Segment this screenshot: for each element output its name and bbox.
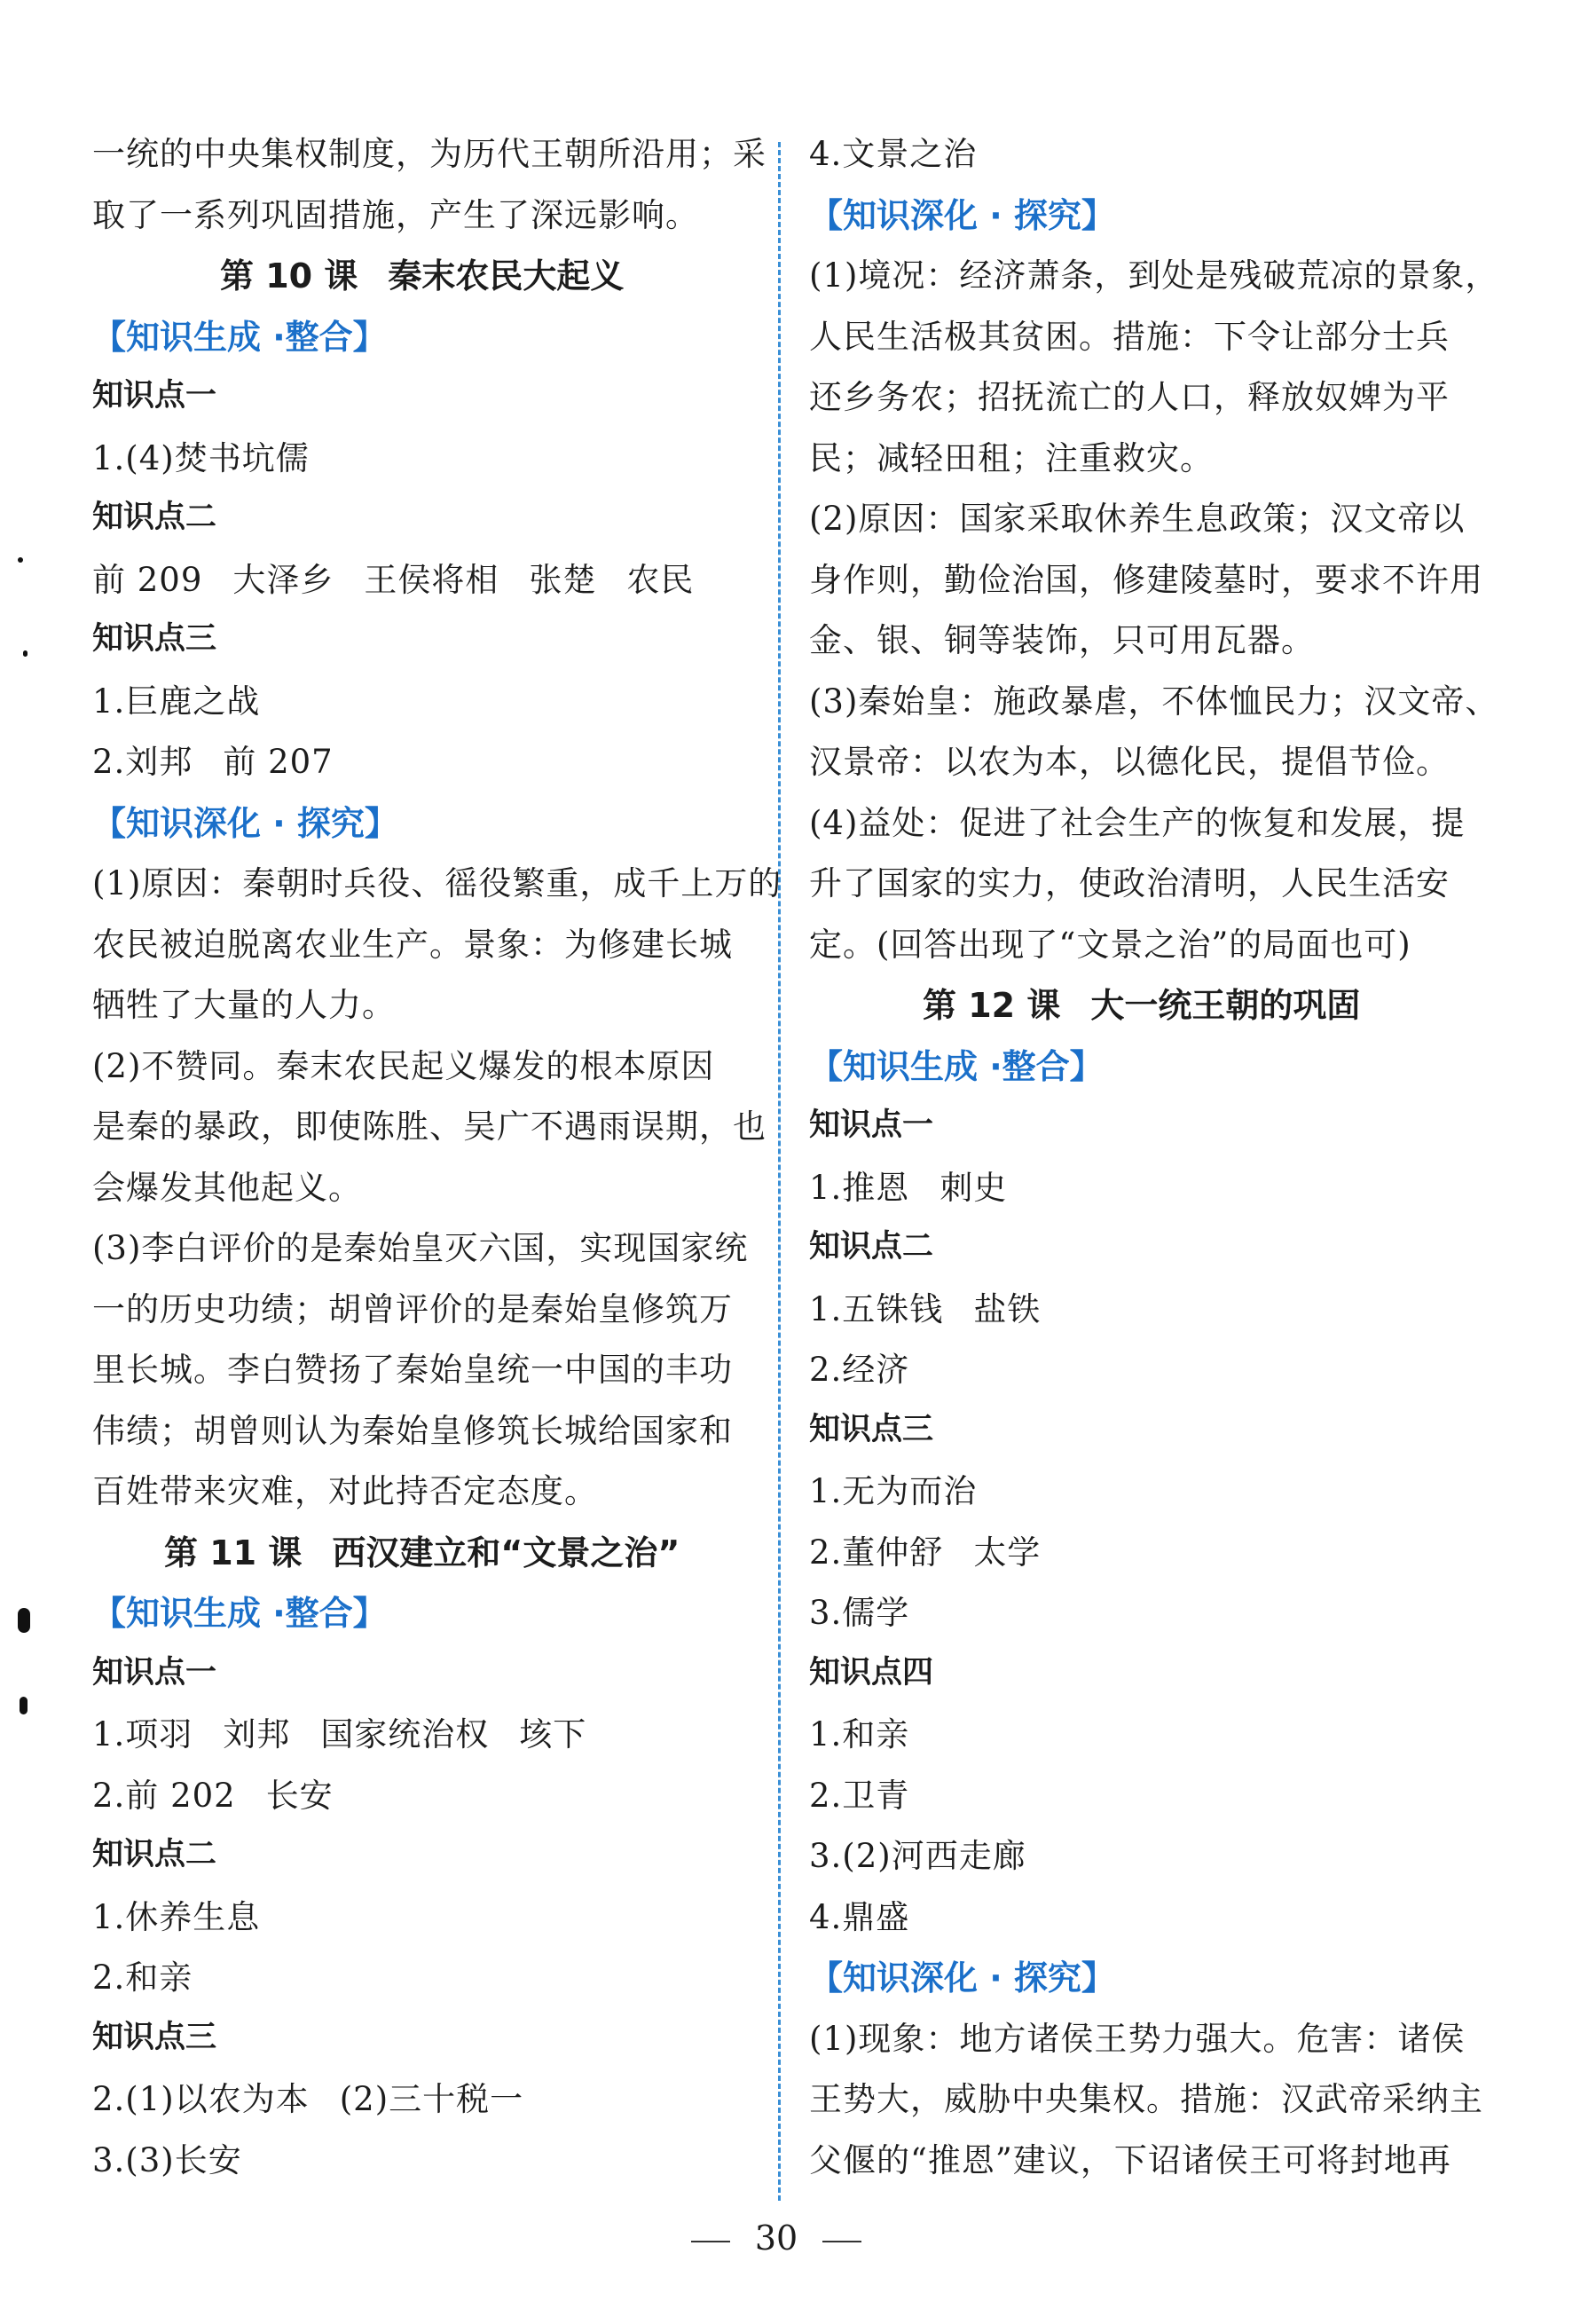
text-line: 一统的中央集权制度，为历代王朝所沿用；采 bbox=[92, 135, 767, 173]
lesson-number: 第 10 课 bbox=[220, 256, 358, 296]
lesson-name: 秦末农民大起义 bbox=[388, 256, 625, 296]
text-line: 取了一系列巩固措施，产生了深远影响。 bbox=[92, 196, 699, 234]
knowledge-point-heading: 知识点三 bbox=[809, 1412, 934, 1447]
answer-line bbox=[809, 1290, 1042, 1328]
text-line: 1.(4)焚书坑儒 bbox=[92, 439, 310, 477]
knowledge-point-heading: 知识点二 bbox=[92, 1837, 217, 1872]
answer-item: 大泽乡 bbox=[232, 561, 334, 599]
text-line: 4.鼎盛 bbox=[809, 1898, 910, 1936]
section-heading: 【知识生成 ·整合】 bbox=[92, 1594, 387, 1633]
text-line: 里长城。李白赞扬了秦始皇统一中国的丰功 bbox=[92, 1351, 733, 1389]
text-line: 2.经济 bbox=[809, 1351, 910, 1389]
text-line: 身作则，勤俭治国，修建陵墓时，要求不许用 bbox=[809, 561, 1483, 599]
section-heading: 【知识深化 · 探究】 bbox=[809, 1958, 1115, 1998]
answer-line bbox=[809, 1169, 1008, 1207]
knowledge-point-heading: 知识点一 bbox=[92, 1655, 217, 1690]
knowledge-point-heading: 知识点四 bbox=[809, 1655, 934, 1690]
lesson-number: 第 12 课 bbox=[923, 986, 1061, 1025]
answer-item: 1.五铢钱 bbox=[809, 1290, 944, 1328]
text-line: 汉景帝：以农为本，以德化民，提倡节俭。 bbox=[809, 743, 1450, 781]
text-line: 金、银、铜等装饰，只可用瓦器。 bbox=[809, 621, 1315, 659]
text-line: 升了国家的实力，使政治清明，人民生活安 bbox=[809, 864, 1450, 902]
answer-item: 1.项羽 bbox=[92, 1715, 193, 1753]
text-line: 王势大，威胁中央集权。措施：汉武帝采纳主 bbox=[809, 2080, 1483, 2118]
scan-mark bbox=[18, 1608, 30, 1633]
text-line: 会爆发其他起义。 bbox=[92, 1169, 362, 1207]
section-heading: 【知识深化 · 探究】 bbox=[809, 196, 1115, 235]
knowledge-point-heading: 知识点二 bbox=[809, 1229, 934, 1265]
lesson-title bbox=[164, 1533, 680, 1572]
answer-item: 2.(1)以农为本 bbox=[92, 2080, 310, 2118]
knowledge-point-heading: 知识点三 bbox=[92, 621, 217, 657]
answer-item: 刺史 bbox=[940, 1169, 1008, 1207]
answer-line bbox=[92, 743, 334, 781]
lesson-name: 西汉建立和“文景之治” bbox=[332, 1533, 680, 1572]
text-line: 2.卫青 bbox=[809, 1777, 910, 1815]
answer-item: 垓下 bbox=[519, 1715, 587, 1753]
answer-line bbox=[92, 2080, 524, 2118]
answer-item: 刘邦 bbox=[223, 1715, 291, 1753]
text-line: (1)现象：地方诸侯王势力强大。危害：诸侯 bbox=[809, 2020, 1466, 2058]
text-line: (4)益处：促进了社会生产的恢复和发展，提 bbox=[809, 804, 1466, 842]
answer-item: 太学 bbox=[973, 1533, 1042, 1572]
section-heading: 【知识生成 ·整合】 bbox=[809, 1047, 1104, 1086]
answer-item: 2.前 202 bbox=[92, 1777, 236, 1815]
text-line: 1.和亲 bbox=[809, 1715, 910, 1753]
text-line: 1.巨鹿之战 bbox=[92, 682, 261, 721]
scan-mark bbox=[20, 1697, 28, 1714]
knowledge-point-heading: 知识点二 bbox=[92, 500, 217, 535]
text-line: (2)不赞同。秦末农民起义爆发的根本原因 bbox=[92, 1047, 715, 1085]
lesson-name: 大一统王朝的巩固 bbox=[1090, 986, 1361, 1025]
text-line: 民；减轻田租；注重救灾。 bbox=[809, 439, 1214, 477]
knowledge-point-heading: 知识点一 bbox=[809, 1107, 934, 1143]
answer-item: 前 209 bbox=[92, 561, 203, 599]
scan-mark bbox=[18, 557, 23, 563]
answer-item: 长安 bbox=[265, 1777, 334, 1815]
text-line: 3.儒学 bbox=[809, 1594, 910, 1632]
section-heading: 【知识生成 ·整合】 bbox=[92, 318, 387, 357]
text-line: (1)原因：秦朝时兵役、徭役繁重，成千上万的 bbox=[92, 864, 782, 902]
answer-item: 农民 bbox=[626, 561, 695, 599]
text-line: 农民被迫脱离农业生产。景象：为修建长城 bbox=[92, 926, 733, 964]
text-line: 定。(回答出现了“文景之治”的局面也可) bbox=[809, 926, 1411, 964]
text-line: 3.(3)长安 bbox=[92, 2141, 242, 2179]
text-line: 是秦的暴政，即使陈胜、吴广不遇雨误期，也 bbox=[92, 1107, 767, 1146]
knowledge-point-heading: 知识点一 bbox=[92, 378, 217, 414]
page-number-dash-right bbox=[822, 2241, 861, 2242]
answer-line bbox=[92, 561, 695, 599]
lesson-title bbox=[220, 256, 625, 296]
answer-item: 前 207 bbox=[223, 743, 334, 781]
text-line: (1)境况：经济萧条，到处是残破荒凉的景象， bbox=[809, 256, 1499, 295]
text-line: (3)秦始皇：施政暴虐，不体恤民力；汉文帝、 bbox=[809, 682, 1499, 721]
answer-item: 2.董仲舒 bbox=[809, 1533, 944, 1572]
page-number-value: 30 bbox=[754, 2218, 798, 2258]
answer-item: 1.推恩 bbox=[809, 1169, 910, 1207]
answer-item: 盐铁 bbox=[973, 1290, 1042, 1328]
text-line: 牺牲了大量的人力。 bbox=[92, 986, 396, 1024]
answer-item: 2.刘邦 bbox=[92, 743, 193, 781]
page-number-dash-left bbox=[691, 2241, 730, 2242]
text-line: 还乡务农；招抚流亡的人口，释放奴婢为平 bbox=[809, 378, 1450, 416]
answer-item: 王侯将相 bbox=[364, 561, 499, 599]
lesson-number: 第 11 课 bbox=[164, 1533, 303, 1572]
text-line: (2)原因：国家采取休养生息政策；汉文帝以 bbox=[809, 500, 1466, 538]
text-line: 人民生活极其贫困。措施：下令让部分士兵 bbox=[809, 318, 1450, 356]
text-line: (3)李白评价的是秦始皇灭六国，实现国家统 bbox=[92, 1229, 749, 1267]
answer-line bbox=[809, 1533, 1042, 1572]
text-line: 百姓带来灾难，对此持否定态度。 bbox=[92, 1472, 598, 1510]
scan-mark bbox=[23, 650, 28, 657]
answer-item: 国家统治权 bbox=[320, 1715, 490, 1753]
answer-item: 张楚 bbox=[529, 561, 597, 599]
text-line: 1.无为而治 bbox=[809, 1472, 978, 1510]
answer-item: (2)三十税一 bbox=[339, 2080, 524, 2118]
text-line: 4.文景之治 bbox=[809, 135, 978, 173]
text-line: 3.(2)河西走廊 bbox=[809, 1837, 1026, 1875]
section-heading: 【知识深化 · 探究】 bbox=[92, 804, 398, 843]
text-line: 一的历史功绩；胡曾评价的是秦始皇修筑万 bbox=[92, 1290, 733, 1328]
text-line: 2.和亲 bbox=[92, 1958, 193, 1997]
column-divider bbox=[778, 142, 781, 2201]
text-line: 1.休养生息 bbox=[92, 1898, 261, 1936]
lesson-title bbox=[923, 986, 1361, 1025]
text-line: 伟绩；胡曾则认为秦始皇修筑长城给国家和 bbox=[92, 1412, 733, 1450]
page-number bbox=[0, 2218, 1553, 2258]
answer-line bbox=[92, 1715, 587, 1753]
knowledge-point-heading: 知识点三 bbox=[92, 2020, 217, 2055]
text-line: 父偃的“推恩”建议，下诏诸侯王可将封地再 bbox=[809, 2141, 1451, 2179]
answer-line bbox=[92, 1777, 334, 1815]
